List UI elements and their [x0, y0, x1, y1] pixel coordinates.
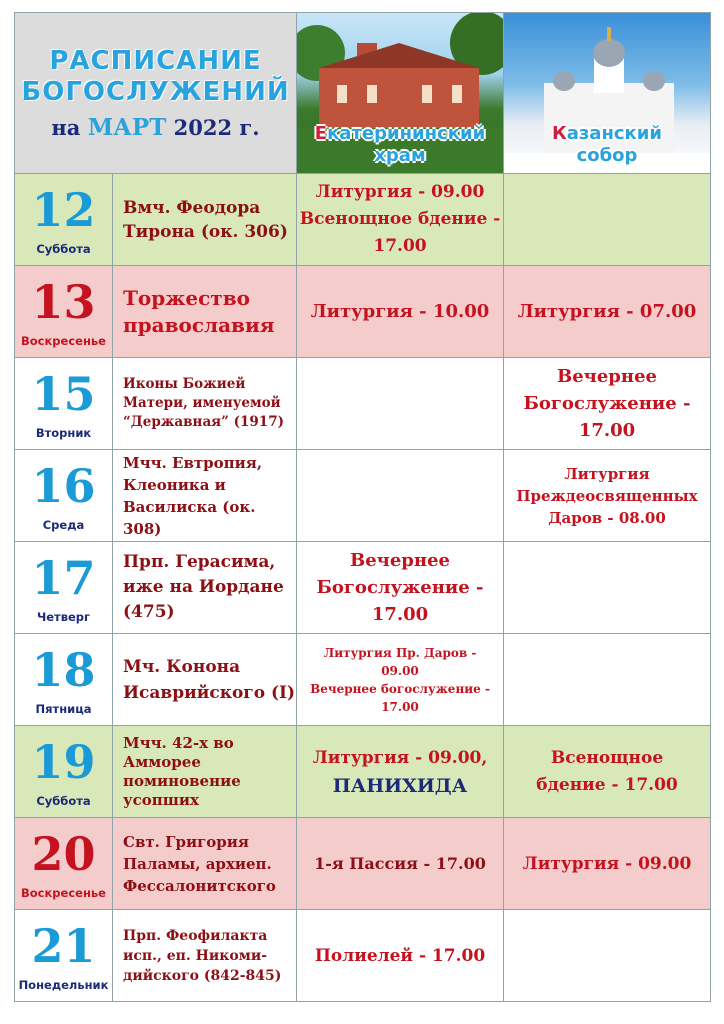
weekday: Понедельник [18, 977, 109, 992]
day-number: 20 [31, 826, 96, 881]
schedule-row [15, 174, 711, 266]
date-cell [15, 266, 113, 358]
church1-service [297, 818, 504, 910]
weekday: Пятница [35, 701, 92, 716]
weekday: Суббота [36, 793, 91, 808]
service-line: Вечернее Богослужение - 17.00 [523, 366, 691, 441]
service-line: ПАНИХИДА [332, 774, 468, 797]
title-line-1: РАСПИСАНИЕ [49, 45, 262, 76]
title-line-2: БОГОСЛУЖЕНИЙ [21, 76, 290, 107]
date-cell [15, 542, 113, 634]
church2-first-letter: К [551, 123, 567, 144]
service-line: Всенощное бдение - 17.00 [299, 209, 501, 256]
service-line: Всенощное бдение - 17.00 [536, 747, 678, 795]
month: МАРТ [87, 113, 167, 141]
church2-name-line2: собор [576, 145, 638, 166]
weekday: Воскресенье [21, 333, 106, 348]
saint-cell: Торжество православия [113, 266, 297, 358]
service-line: Вечернее богослужение - 17.00 [310, 681, 490, 714]
saint-cell: Прп. Феофилакта исп., еп. Никоми-дийского (842-845) [113, 910, 297, 1002]
church2-service [504, 910, 711, 1002]
day-number: 21 [31, 918, 96, 973]
schedule-row [15, 634, 711, 726]
schedule-table [14, 12, 711, 1002]
schedule-row [15, 358, 711, 450]
church2-service [504, 542, 711, 634]
saint-cell: Вмч. Феодора Тирона (ок. 306) [113, 174, 297, 266]
day-number: 19 [31, 734, 96, 789]
service-line: Литургия - 09.00 [315, 182, 485, 202]
church1-header [297, 13, 504, 174]
date-cell [15, 726, 113, 818]
header-row [15, 13, 711, 174]
church2-service [504, 266, 711, 358]
month-line [15, 114, 296, 141]
schedule-row [15, 726, 711, 818]
church1-caption [297, 123, 503, 167]
saint-cell: Иконы Божией Матери, именуемой “Державная” (1917) [113, 358, 297, 450]
church1-service [297, 266, 504, 358]
church1-service [297, 910, 504, 1002]
weekday: Суббота [36, 241, 91, 256]
church1-name: катерининский [327, 123, 486, 144]
day-number: 16 [31, 458, 96, 513]
service-line: Полиелей - 17.00 [314, 945, 486, 966]
church1-service [297, 174, 504, 266]
church2-caption [504, 123, 710, 167]
schedule-row [15, 818, 711, 910]
date-cell [15, 174, 113, 266]
church2-service [504, 450, 711, 542]
weekday: Четверг [36, 609, 91, 624]
saint-cell: Мч. Конона Исаврийского (I) [113, 634, 297, 726]
day-number: 15 [31, 366, 96, 421]
year: 2022 г. [173, 114, 260, 140]
date-cell [15, 358, 113, 450]
service-line: 1-я Пассия - 17.00 [314, 854, 486, 873]
saint-cell: Мчч. Евтропия, Клеоника и Василиска (ок. 308) [113, 450, 297, 542]
service-line: Литургия Преждеосвященных Даров - 08.00 [516, 464, 698, 527]
date-cell [15, 634, 113, 726]
schedule-row [15, 450, 711, 542]
service-line: Литургия - 10.00 [310, 301, 490, 322]
church1-service [297, 358, 504, 450]
schedule-row [15, 910, 711, 1002]
church2-service [504, 358, 711, 450]
church2-service [504, 634, 711, 726]
church2-service [504, 818, 711, 910]
church2-service [504, 726, 711, 818]
saint-cell: Прп. Герасима, иже на Иордане (475) [113, 542, 297, 634]
day-number: 17 [31, 550, 96, 605]
service-line: Литургия - 07.00 [517, 301, 697, 322]
day-number: 13 [31, 274, 96, 329]
service-line: Вечернее Богослужение - 17.00 [316, 550, 484, 625]
weekday: Вторник [35, 425, 92, 440]
church1-name-line2: храм [374, 145, 426, 166]
month-prefix: на [51, 114, 81, 140]
schedule-row [15, 542, 711, 634]
church1-service [297, 542, 504, 634]
date-cell [15, 450, 113, 542]
service-line: Литургия - 09.00, [312, 747, 488, 768]
church1-service [297, 726, 504, 818]
church1-first-letter: Е [314, 123, 328, 144]
day-number: 12 [31, 182, 96, 237]
date-cell [15, 910, 113, 1002]
saint-cell: Свт. Григория Паламы, архиеп. Фессалонитского [113, 818, 297, 910]
service-line: Литургия Пр. Даров - 09.00 [323, 645, 477, 678]
weekday: Воскресенье [21, 885, 106, 900]
day-number: 18 [31, 642, 96, 697]
date-cell [15, 818, 113, 910]
title-block [15, 13, 297, 174]
schedule-row [15, 266, 711, 358]
church2-name: азанский [566, 123, 663, 144]
church2-service [504, 174, 711, 266]
church2-header [504, 13, 711, 174]
service-line: Литургия - 09.00 [522, 853, 692, 874]
church1-service [297, 450, 504, 542]
saint-cell: Мчч. 42-х во Аммореe поминовение усопших [113, 726, 297, 818]
weekday: Среда [42, 517, 85, 532]
church1-service [297, 634, 504, 726]
